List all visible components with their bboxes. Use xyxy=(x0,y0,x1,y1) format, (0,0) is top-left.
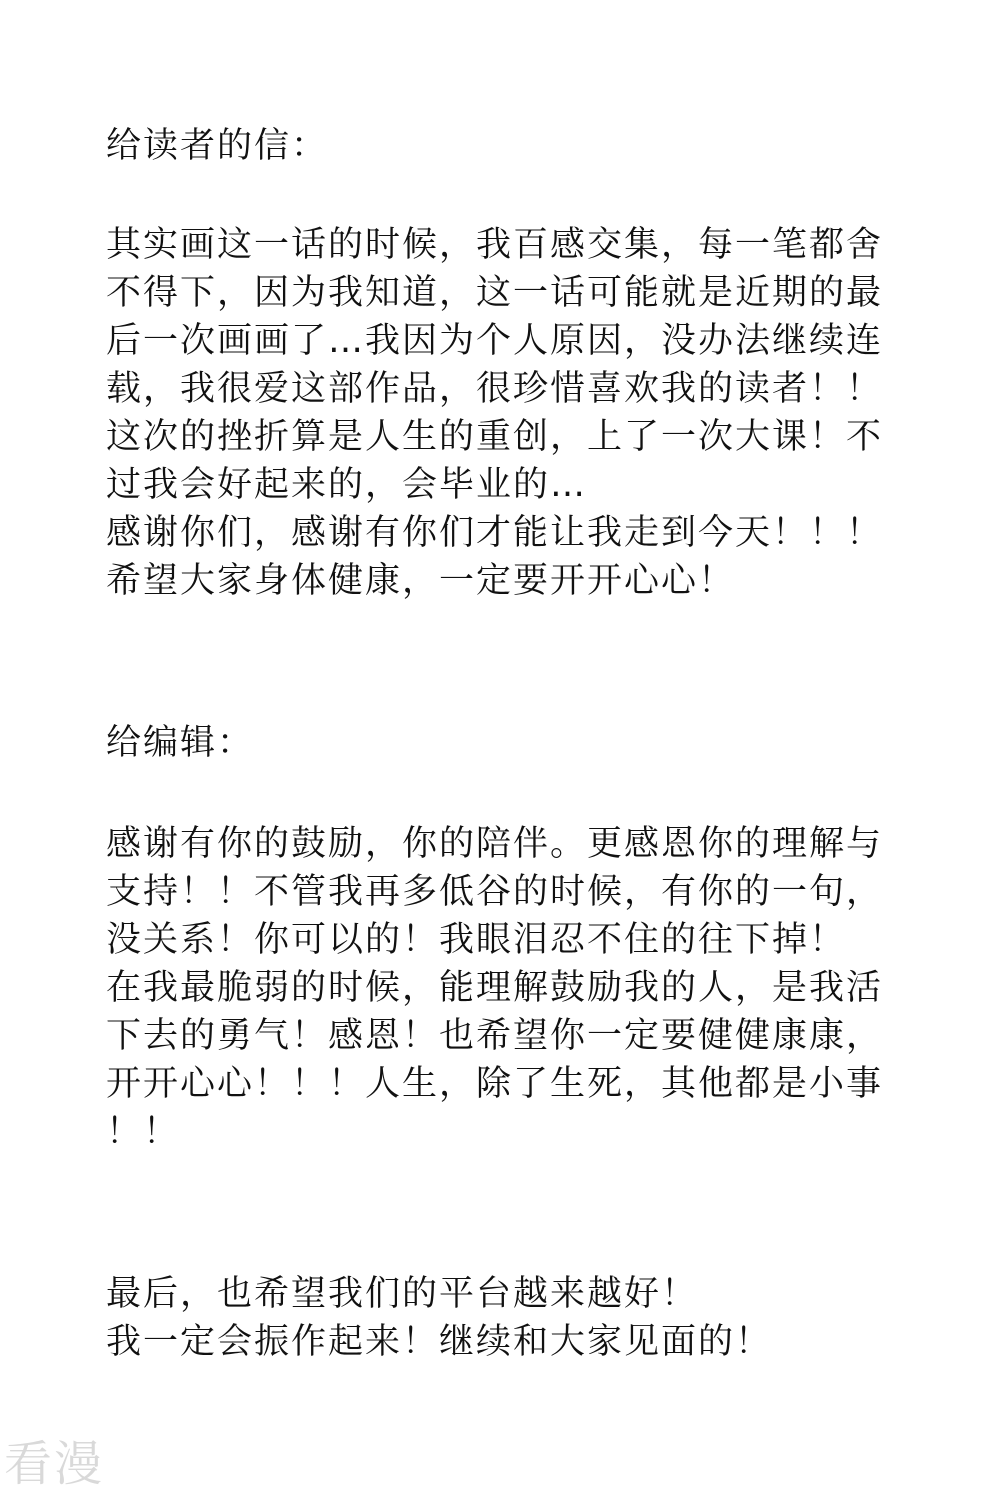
closing-line: 最后，也希望我们的平台越来越好！ xyxy=(106,1274,699,1314)
closing-line: 我一定会振作起来！继续和大家见面的！ xyxy=(106,1322,773,1362)
reader-letter-line: 过我会好起来的，会毕业的… xyxy=(106,465,588,505)
editor-letter-line: 感谢有你的鼓励，你的陪伴。更感恩你的理解与 xyxy=(106,824,884,864)
editor-letter-line: 在我最脆弱的时候，能理解鼓励我的人，是我活 xyxy=(106,968,884,1008)
editor-letter-line: ！！ xyxy=(106,1112,181,1152)
editor-letter-heading-block xyxy=(106,719,936,767)
editor-letter-line: 支持！！不管我再多低谷的时候，有你的一句， xyxy=(106,872,884,912)
reader-letter-line: 不得下，因为我知道，这一话可能就是近期的最 xyxy=(106,273,884,313)
editor-letter-line: 开开心心！！！人生，除了生死，其他都是小事 xyxy=(106,1064,884,1104)
reader-letter-line: 希望大家身体健康，一定要开开心心！ xyxy=(106,561,736,601)
editor-letter-heading: 给编辑： xyxy=(106,723,255,763)
reader-letter-line: 载，我很爱这部作品，很珍惜喜欢我的读者！！ xyxy=(106,369,884,409)
reader-letter-heading-block xyxy=(106,122,936,170)
reader-letter-body xyxy=(106,221,936,605)
editor-letter-line: 没关系！你可以的！我眼泪忍不住的往下掉！ xyxy=(106,920,847,960)
editor-letter-body xyxy=(106,820,936,1156)
reader-letter-line: 后一次画画了…我因为个人原因，没办法继续连 xyxy=(106,321,884,361)
reader-letter-line: 其实画这一话的时候，我百感交集，每一笔都舍 xyxy=(106,225,884,265)
reader-letter-line: 这次的挫折算是人生的重创，上了一次大课！不 xyxy=(106,417,884,457)
editor-letter-line: 下去的勇气！感恩！也希望你一定要健健康康， xyxy=(106,1016,884,1056)
reader-letter-line: 感谢你们，感谢有你们才能让我走到今天！！！ xyxy=(106,513,884,553)
reader-letter-heading: 给读者的信： xyxy=(106,126,329,166)
closing-message xyxy=(106,1270,936,1366)
site-watermark: 看漫 xyxy=(4,1436,105,1492)
